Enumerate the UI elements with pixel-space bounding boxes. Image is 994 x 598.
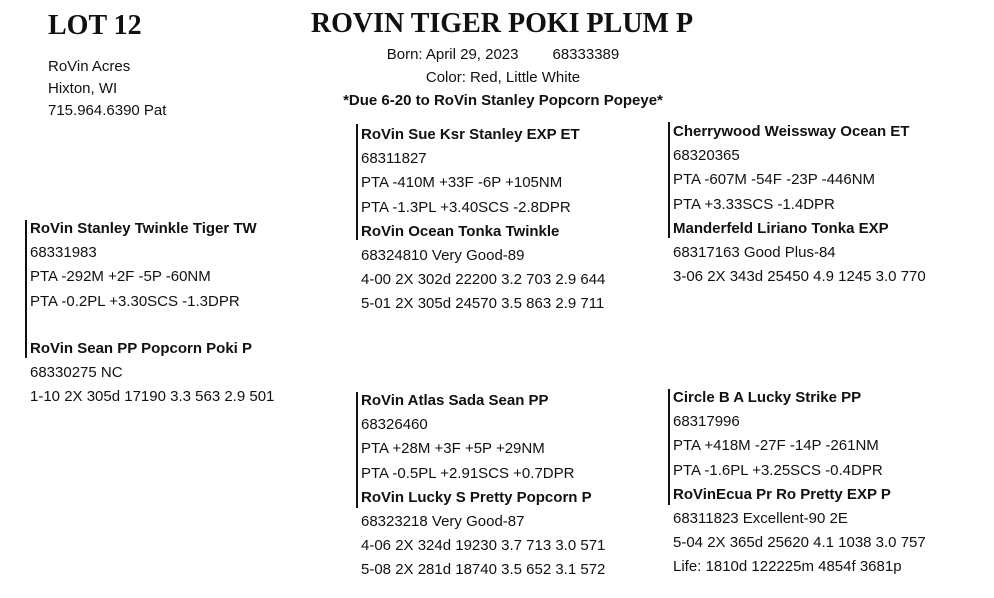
sire-sire-pta2: PTA -1.3PL +3.40SCS -2.8DPR xyxy=(361,198,571,216)
sire-block xyxy=(30,217,257,314)
dam-sire-sire-name: Circle B A Lucky Strike PP xyxy=(673,389,862,406)
sire-dam-dam-record: 3-06 2X 343d 25450 4.9 1245 3.0 770 xyxy=(673,268,926,286)
dam-dam-name: RoVin Lucky S Pretty Popcorn P xyxy=(361,488,592,506)
dam-dam-dam-life: Life: 1810d 122225m 4854f 3681p xyxy=(673,558,902,576)
dam-sire-reg: 68326460 xyxy=(361,416,428,434)
due-date: *Due 6-20 to RoVin Stanley Popcorn Popeye* xyxy=(343,92,663,109)
consignor-phone: 715.964.6390 Pat xyxy=(48,102,167,119)
sire-dam-dam-name: Manderfeld Liriano Tonka EXP xyxy=(673,219,889,237)
sire-sire-sire-name: Cherrywood Weissway Ocean ET xyxy=(673,123,910,140)
consignor-location: Hixton, WI xyxy=(48,80,118,97)
dam-sire-block xyxy=(361,389,605,583)
sire-sire-sire-block xyxy=(673,120,926,289)
dam-sire-sire-bracket-line xyxy=(668,389,670,505)
sire-reg: 68331983 xyxy=(30,244,97,262)
dam-record: 1-10 2X 305d 17190 3.3 563 2.9 501 xyxy=(30,388,275,406)
dam-sire-bracket-line xyxy=(356,392,358,508)
sire-dam-name: RoVin Ocean Tonka Twinkle xyxy=(361,222,560,240)
sire-sire-block xyxy=(361,123,605,317)
dam-dam-dam-reg: 68311823 Excellent-90 2E xyxy=(673,510,848,528)
dam-sire-sire-pta2: PTA -1.6PL +3.25SCS -0.4DPR xyxy=(673,461,883,479)
sire-name: RoVin Stanley Twinkle Tiger TW xyxy=(30,220,257,237)
dam-name: RoVin Sean PP Popcorn Poki P xyxy=(30,340,253,357)
sire-dam-record1: 4-00 2X 302d 22200 3.2 703 2.9 644 xyxy=(361,271,606,289)
consignor-name: RoVin Acres xyxy=(48,58,131,75)
sire-sire-pta1: PTA -410M +33F -6P +105NM xyxy=(361,174,563,192)
animal-info xyxy=(0,43,994,112)
dam-dam-dam-name: RoVinEcua Pr Ro Pretty EXP P xyxy=(673,485,891,503)
color: Color: Red, Little White xyxy=(425,69,581,86)
page-title xyxy=(0,6,994,42)
registration-number: 68333389 xyxy=(552,46,620,63)
dam-sire-sire-pta1: PTA +418M -27F -14P -261NM xyxy=(673,437,879,455)
birth-date: Born: April 29, 2023 xyxy=(386,46,519,63)
sire-sire-sire-bracket-line xyxy=(668,122,670,238)
sire-dam-record2: 5-01 2X 305d 24570 3.5 863 2.9 711 xyxy=(361,295,605,313)
sire-dam-dam-reg: 68317163 Good Plus-84 xyxy=(673,244,836,262)
animal-name: ROVIN TIGER POKI PLUM P xyxy=(310,8,694,39)
dam-sire-name: RoVin Atlas Sada Sean PP xyxy=(361,392,549,409)
sire-dam-reg: 68324810 Very Good-89 xyxy=(361,247,525,265)
dam-sire-pta2: PTA -0.5PL +2.91SCS +0.7DPR xyxy=(361,464,575,482)
dam-dam-record2: 5-08 2X 281d 18740 3.5 652 3.1 572 xyxy=(361,561,606,579)
sire-pta1: PTA -292M +2F -5P -60NM xyxy=(30,268,211,286)
dam-sire-sire-reg: 68317996 xyxy=(673,413,740,431)
dam-sire-pta1: PTA +28M +3F +5P +29NM xyxy=(361,440,545,458)
dam-dam-record1: 4-06 2X 324d 19230 3.7 713 3.0 571 xyxy=(361,537,606,555)
dam-dam-dam-record: 5-04 2X 365d 25620 4.1 1038 3.0 757 xyxy=(673,534,926,552)
dam-sire-sire-block xyxy=(673,386,926,580)
sire-sire-sire-reg: 68320365 xyxy=(673,147,740,165)
sire-sire-sire-pta2: PTA +3.33SCS -1.4DPR xyxy=(673,195,835,213)
dam-dam-reg: 68323218 Very Good-87 xyxy=(361,513,525,531)
sire-sire-bracket-line xyxy=(356,124,358,240)
dam-reg: 68330275 NC xyxy=(30,364,123,382)
dam-block xyxy=(30,337,274,410)
sire-pta2: PTA -0.2PL +3.30SCS -1.3DPR xyxy=(30,292,240,310)
sire-sire-sire-pta1: PTA -607M -54F -23P -446NM xyxy=(673,171,876,189)
lot-number: LOT 12 xyxy=(48,10,142,41)
sire-sire-reg: 68311827 xyxy=(361,150,427,168)
sire-sire-name: RoVin Sue Ksr Stanley EXP ET xyxy=(361,126,580,143)
sire-bracket-line xyxy=(25,220,27,358)
